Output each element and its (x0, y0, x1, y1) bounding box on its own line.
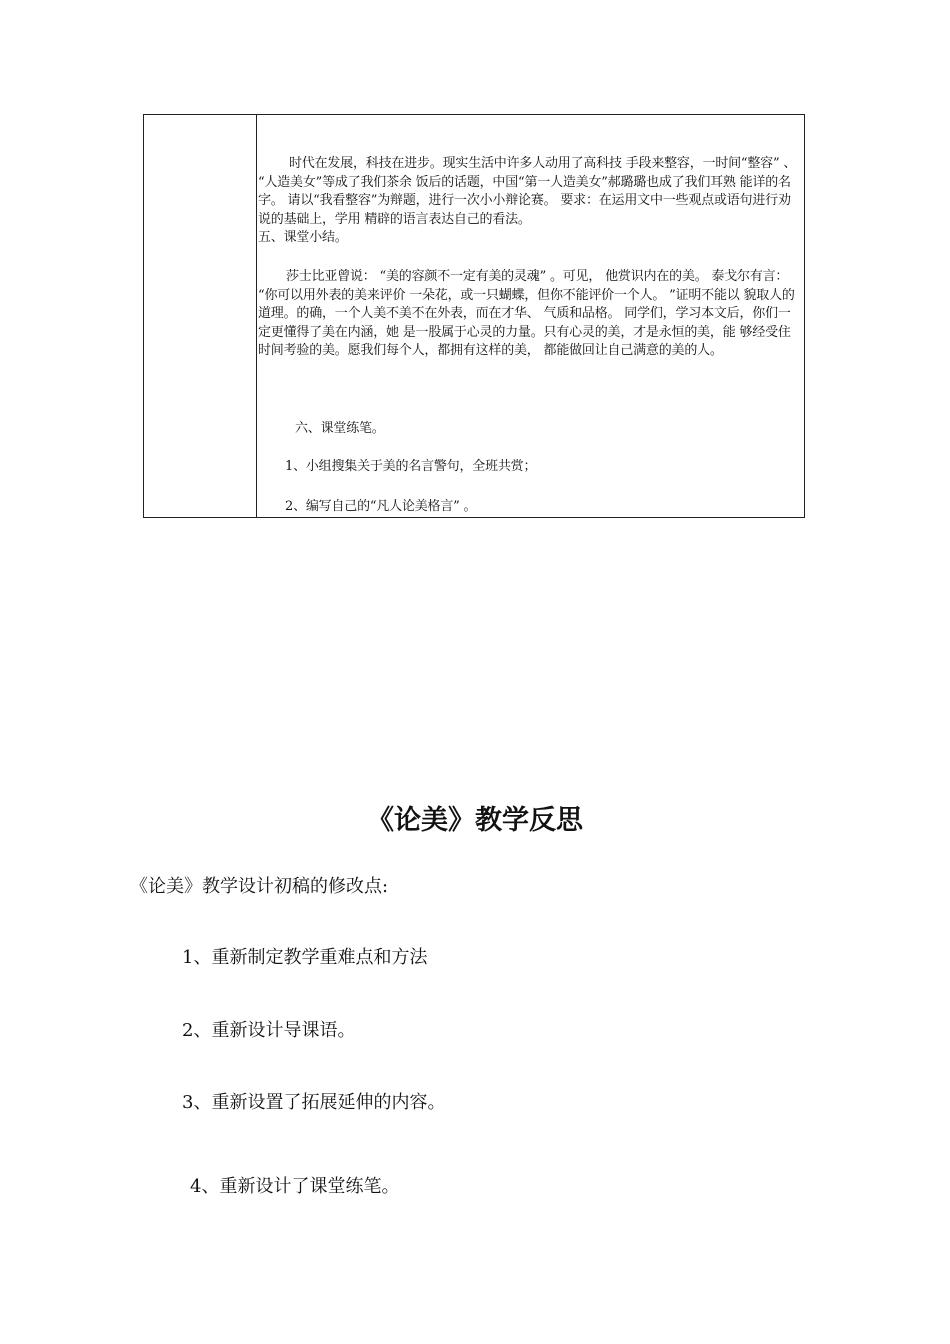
reflection-item-1: 1、重新制定教学重难点和方法 (182, 947, 428, 968)
table-bottom-rule (256, 517, 542, 518)
section-heading-summary: 五、课堂小结。 (258, 230, 348, 245)
lesson-plan-table (143, 114, 805, 518)
reflection-title: 《论美》教学反思 (367, 805, 583, 836)
debate-paragraph: 时代在发展，科技在进步。现实生活中许多人动用了高科技 手段来整容，一时间“整容” 、 “人造美女”等成了我们茶余 饭后的话题，中国“第一人造美女”郝璐璐也成了我们耳熟 能详的名字。 请以“我看整容”为辩题，进行一次小小辩论赛。 要求：在运用文中一些观点或语句进行劝说的基础上，学用 精辟的语言表达自己的看法。 (258, 156, 797, 227)
table-content-cell (257, 115, 804, 517)
reflection-item-2: 2、重新设计导课语。 (182, 1020, 356, 1041)
reflection-item-4: 4、重新设计了课堂练笔。 (190, 1176, 400, 1197)
exercise-item-2: 2、编写自己的“凡人论美格言” 。 (285, 499, 477, 514)
exercise-item-1: 1、小组搜集关于美的名言警句，全班共赏； (285, 459, 537, 474)
summary-paragraph: 莎士比亚曾说： “美的容颜不一定有美的灵魂” 。可见， 他赏识内在的美。 泰戈尔有言： “你可以用外表的美来评价 一朵花，或一只蝴蝶，但你不能评价一个人。 ”证明不能以 貌取人的道理。的确，一个人美不美不在外表，而在才华、 气质和品格。 同学们，学习本文后，你们一定更懂得了美在内涵，她 是一股属于心灵的力量。只有心灵的美，才是永恒的美，能 够经受住时间考验的美。愿我们每个人，都拥有这样的美， 都能做回让自己满意的美的人。 (258, 269, 795, 358)
reflection-item-3: 3、重新设置了拓展延伸的内容。 (182, 1092, 446, 1113)
section-heading-writing: 六、课堂练笔。 (295, 421, 385, 436)
reflection-intro: 《论美》教学设计初稿的修改点: (130, 876, 389, 897)
